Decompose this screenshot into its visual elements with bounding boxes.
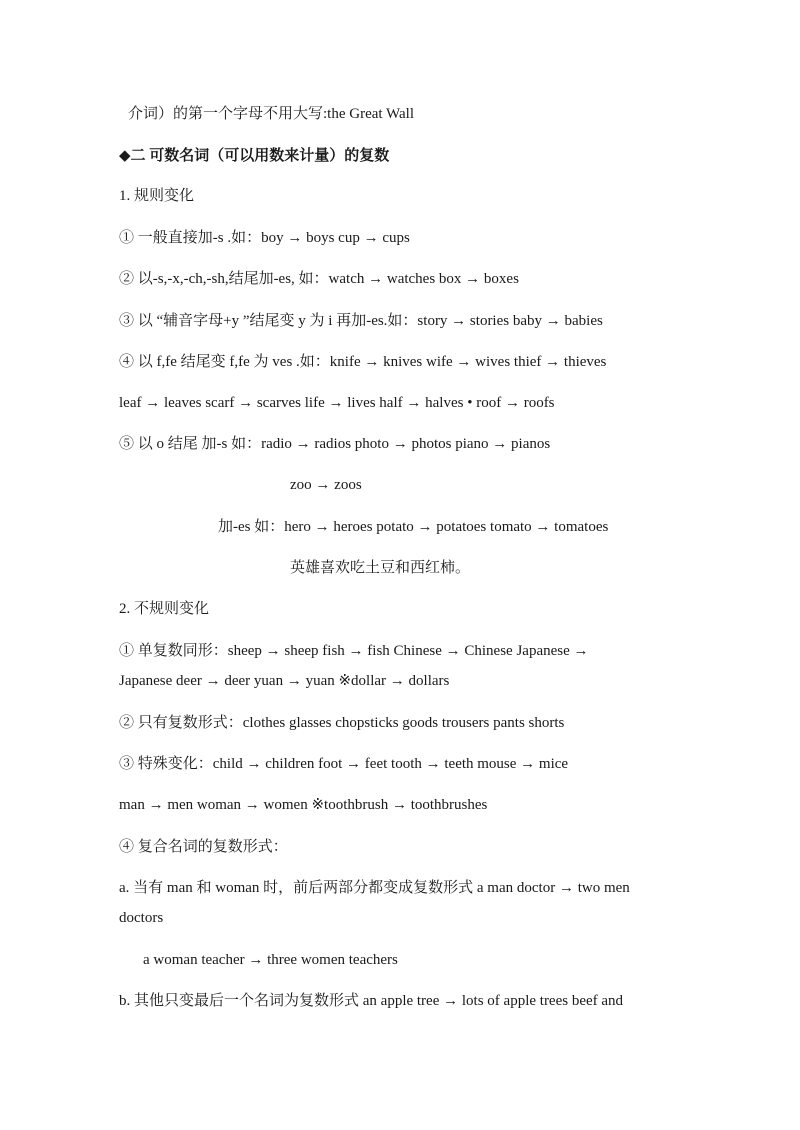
compound-a-man-woman: a. 当有 man 和 woman 时，前后两部分都变成复数形式 a man doctor → two men (119, 880, 630, 896)
rule-4-f-fe-to-ves: ④ 以 f,fe 结尾变 f,fe 为 ves .如：knife → knives wife → wives thief → thieves (119, 354, 607, 370)
irregular-1-continued: Japanese deer → deer yuan → yuan ※dollar → dollars (119, 673, 450, 689)
rule-1-add-s: ① 一般直接加-s .如：boy → boys cup → cups (119, 230, 410, 246)
subheading-regular-changes: 1. 规则变化 (119, 188, 195, 204)
compound-b-last-noun: b. 其他只变最后一个名词为复数形式 an apple tree → lots of apple trees beef and (119, 993, 624, 1009)
irregular-3-continued: man → men woman → women ※toothbrush → toothbrushes (119, 797, 488, 813)
irregular-2-plural-only: ② 只有复数形式：clothes glasses chopsticks goods trousers pants shorts (119, 715, 565, 731)
rule-5-zoo-example: zoo → zoos (290, 477, 362, 493)
irregular-3-special: ③ 特殊变化：child → children foot → feet tooth → teeth mouse → mice (119, 756, 569, 772)
compound-a-example: a woman teacher → three women teachers (143, 952, 398, 968)
rule-3-y-to-ies: ③ 以 “辅音字母+y ”结尾变 y 为 i 再加-es.如：story → stories baby → babies (119, 313, 603, 329)
subheading-irregular-changes: 2. 不规则变化 (119, 601, 210, 617)
irregular-4-compound-nouns: ④ 复合名词的复数形式： (119, 839, 288, 855)
section-heading-countable-plural: ◆二 可数名词（可以用数来计量）的复数 (119, 148, 390, 164)
rule-4-continued: leaf → leaves scarf → scarves life → lives half → halves • roof → roofs (119, 395, 555, 411)
rule-5-mnemonic: 英雄喜欢吃土豆和西红柿。 (290, 560, 471, 576)
text-line-prep-note: 介词）的第一个字母不用大写:the Great Wall (128, 106, 414, 122)
rule-2-add-es: ② 以-s,-x,-ch,-sh,结尾加-es, 如：watch → watches box → boxes (119, 271, 519, 287)
rule-5-add-es: 加-es 如：hero → heroes potato → potatoes tomato → tomatoes (218, 519, 609, 535)
rule-5-o-ending-add-s: ⑤ 以 o 结尾 加-s 如：radio → radios photo → photos piano → pianos (119, 436, 551, 452)
compound-a-continued: doctors (119, 910, 164, 926)
irregular-1-same-form: ① 单复数同形：sheep → sheep fish → fish Chinese → Chinese Japanese → (119, 643, 589, 659)
